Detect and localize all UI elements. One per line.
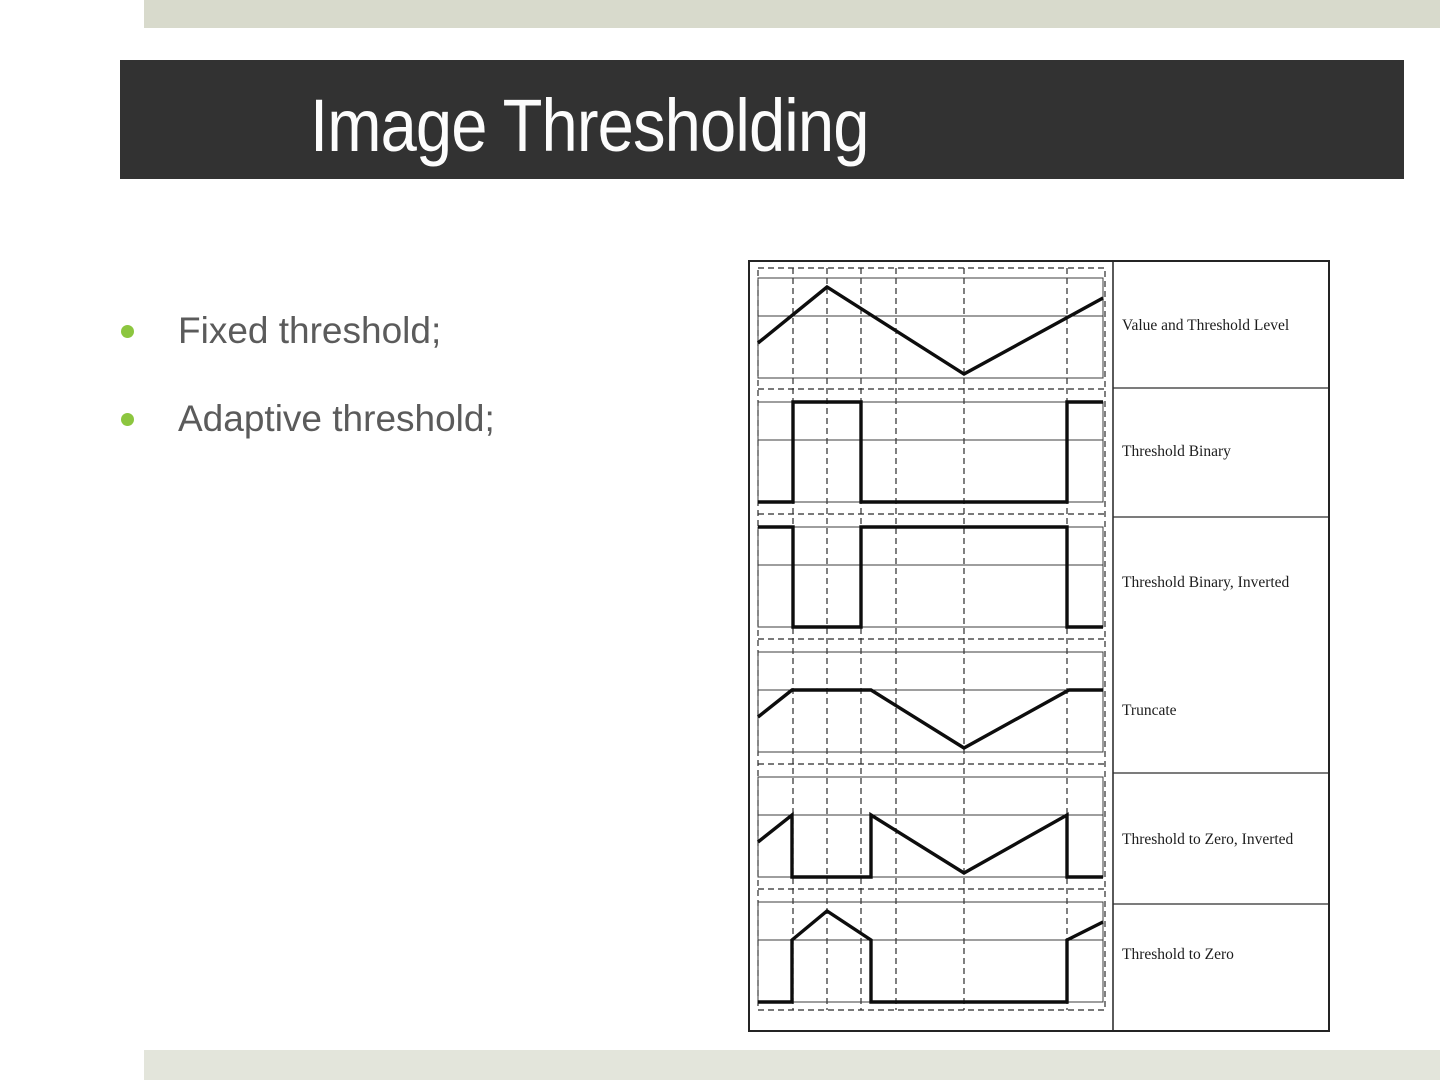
bullet-icon — [121, 325, 134, 338]
threshold-types-figure — [748, 260, 1330, 1032]
bullet-item-fixed-threshold — [121, 309, 441, 353]
waveform-row-value-and-threshold — [758, 278, 1103, 378]
figure-label-value-and-threshold: Value and Threshold Level — [1122, 317, 1290, 334]
waveform-row-truncate — [758, 652, 1103, 752]
waveform-row-threshold-binary-inverted — [758, 527, 1103, 627]
waveform-row-threshold-binary — [758, 402, 1103, 502]
figure-label-threshold-binary: Threshold Binary — [1122, 443, 1231, 460]
label-column-dividers — [1113, 261, 1329, 1031]
figure-label-truncate: Truncate — [1122, 702, 1177, 719]
bullet-text: Adaptive threshold; — [178, 398, 495, 439]
slide-title: Image Thresholding — [310, 84, 869, 167]
top-accent-strip — [144, 0, 1440, 28]
figure-label-threshold-to-zero-inverted: Threshold to Zero, Inverted — [1122, 831, 1294, 848]
waveform-row-threshold-to-zero-inverted — [758, 777, 1103, 877]
figure-labels — [1122, 317, 1294, 963]
figure-label-threshold-to-zero: Threshold to Zero — [1122, 946, 1234, 963]
title-banner — [120, 60, 1404, 179]
bullet-item-adaptive-threshold — [121, 397, 495, 441]
bottom-accent-strip — [144, 1050, 1440, 1080]
dashed-grid — [758, 268, 1105, 1010]
bullet-icon — [121, 413, 134, 426]
waveform-row-threshold-to-zero — [758, 902, 1103, 1002]
figure-label-threshold-binary-inverted: Threshold Binary, Inverted — [1122, 574, 1290, 591]
bullet-text: Fixed threshold; — [178, 310, 442, 351]
